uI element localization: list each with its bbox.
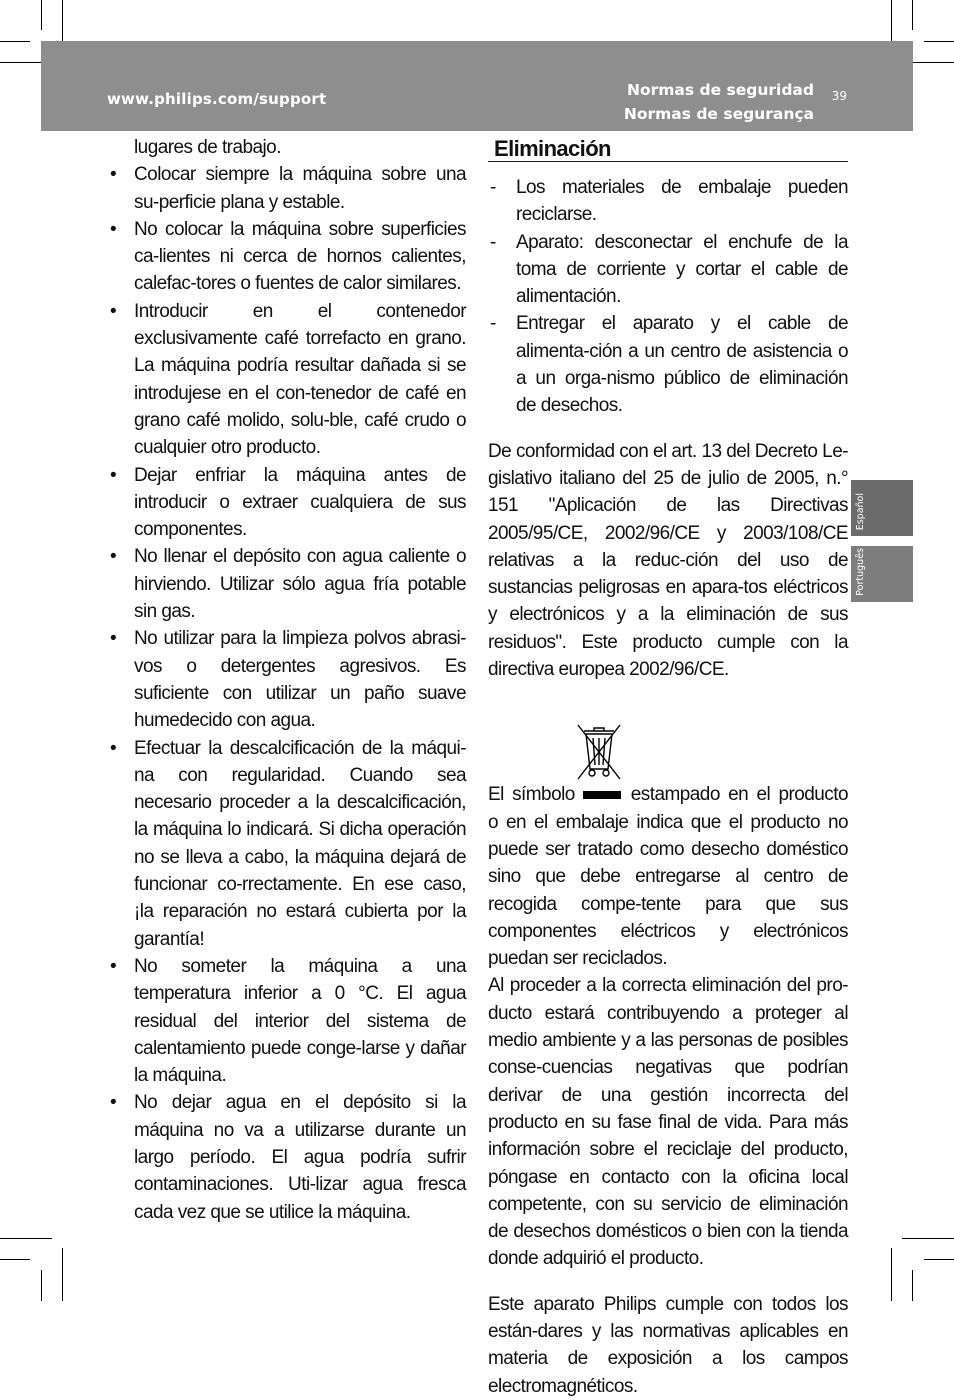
bullet-icon: •: [110, 955, 117, 977]
safety-bullet-list: [108, 161, 466, 1226]
tab-espanol[interactable]: [851, 480, 913, 536]
crop-mark: [0, 41, 30, 42]
dash-icon: -: [490, 231, 496, 253]
bullet-icon: •: [110, 300, 117, 322]
crop-mark: [924, 1259, 954, 1260]
header-titles: [624, 78, 814, 126]
disposal-column: [488, 134, 848, 1400]
crop-mark: [0, 1238, 52, 1239]
page-header: [41, 41, 913, 131]
list-item: - Aparato: desconectar el enchufe de la toma de corriente y cortar el cable de alimentación.: [488, 229, 848, 311]
crop-mark: [62, 1248, 63, 1301]
list-item: • No someter la máquina a una temperatura inferior a 0 °C. El agua residual del interior del sistema de calentamiento puede conge-larse y dañar la máquina.: [108, 953, 466, 1089]
dash-icon: -: [490, 177, 496, 198]
disposal-paragraph: Al proceder a la correcta eliminación del pro-ducto estará contribuyendo a proteger al medio ambiente y a las personas de posibles conse-cuencias negativas que podrían derivar de una gestión incorrecta del producto en su fase final de vida. Para más información sobre el reciclaje del producto, póngase en contacto con la oficina local competente, con su servicio de eliminación de desechos domésticos o bien con la tienda donde adquirió el producto.: [488, 975, 848, 1270]
decree-paragraph: De conformidad con el art. 13 del Decreto Le-gislativo italiano del 25 de julio de 2005, n.° 151 "Aplicación de las Directivas 2005/95/CE, 2002/96/CE y 2003/108/CE relativas a la reduc-ción del uso de sustancias peligrosas en apara-tos eléctricos y electrónicos y a la eliminación de sus residuos". Este producto cumple con la directiva europea 2002/96/CE.: [488, 440, 848, 681]
section-title: Eliminación: [488, 134, 848, 162]
crop-mark: [41, 0, 42, 30]
crossed-out-wheelie-bin-icon: [576, 723, 622, 785]
crop-mark: [912, 1270, 913, 1301]
crop-mark: [924, 41, 954, 42]
dash-icon: -: [490, 313, 496, 335]
bullet-icon: •: [110, 164, 117, 186]
crop-mark: [0, 1259, 30, 1260]
bullet-icon: •: [110, 218, 117, 240]
safety-column: [108, 134, 466, 1226]
crop-mark: [41, 1270, 42, 1301]
support-url[interactable]: www.philips.com/support: [107, 90, 327, 108]
header-title-es: Normas de seguridad: [627, 81, 814, 99]
tab-portugues[interactable]: [851, 546, 913, 602]
bullet-icon: •: [110, 464, 117, 486]
list-item: • No dejar agua en el depósito si la máquina no va a utilizarse durante un largo período. El agua podría sufrir contaminaciones. Uti-lizar agua fresca cada vez que se utilice la máquina.: [108, 1089, 466, 1225]
bullet-icon: •: [110, 628, 117, 650]
continuation-text: lugares de trabajo.: [134, 137, 281, 158]
symbol-paragraph: El símbolo estampado en el producto o en el embalaje indica que el producto no puede ser tratado como desecho doméstico sino que debe entregarse al centro de recogida compe-tente para que sus componentes eléctricos y electrónicos puedan ser reciclados.: [488, 784, 848, 970]
weee-symbol-block: [488, 723, 848, 781]
bullet-icon: •: [110, 737, 117, 759]
bullet-icon: •: [110, 1092, 117, 1114]
disposal-dash-list: [488, 174, 848, 420]
list-item: • No utilizar para la limpieza polvos abrasi-vos o detergentes agresivos. Es suficiente con utilizar un paño suave humedecido con agua.: [108, 625, 466, 734]
tab-label: Español: [855, 492, 866, 530]
list-item: • No colocar la máquina sobre superficies ca-lientes ni cerca de hornos calientes, calefac-tores o fuentes de calor similares.: [108, 216, 466, 298]
header-title-pt: Normas de segurança: [623, 105, 814, 123]
tab-label: Português: [855, 548, 866, 596]
list-item: • Introducir en el contenedor exclusivamente café torrefacto en grano. La máquina podría resultar dañada si se introdujese en el con-tenedor de café en grano café molido, solu-ble, café crudo o cualquier otro producto.: [108, 298, 466, 462]
page-number: 39: [831, 89, 847, 103]
list-item: - Entregar el aparato y el cable de alimenta-ción a un centro de asistencia o a un orga-nismo público de eliminación de desechos.: [488, 310, 848, 419]
list-item: - Los materiales de embalaje pueden reciclarse.: [488, 174, 848, 229]
crop-mark: [912, 0, 913, 30]
crop-mark: [891, 1248, 892, 1301]
list-item: • No llenar el depósito con agua caliente o hirviendo. Utilizar sólo agua fría potable sin gas.: [108, 543, 466, 625]
emf-paragraph: Este aparato Philips cumple con todos los están-dares y las normativas aplicables en materia de exposición a los campos electromagnéticos.: [488, 1293, 848, 1397]
bullet-icon: •: [110, 546, 117, 568]
list-item: • Efectuar la descalcificación de la máqui-na con regularidad. Cuando sea necesario proceder a la descalcificación, la máquina lo indicará. Si dicha operación no se lleva a cabo, la máquina dejará de funcionar co-rrectamente. En ese caso, ¡la reparación no estará cubierta por la garantía!: [108, 735, 466, 953]
crop-mark: [902, 1238, 954, 1239]
list-item: • Dejar enfriar la máquina antes de introducir o extraer cualquiera de sus componentes.: [108, 462, 466, 544]
list-item: • Colocar siempre la máquina sobre una su-perficie plana y estable.: [108, 161, 466, 216]
weee-bar-icon: [583, 791, 621, 799]
